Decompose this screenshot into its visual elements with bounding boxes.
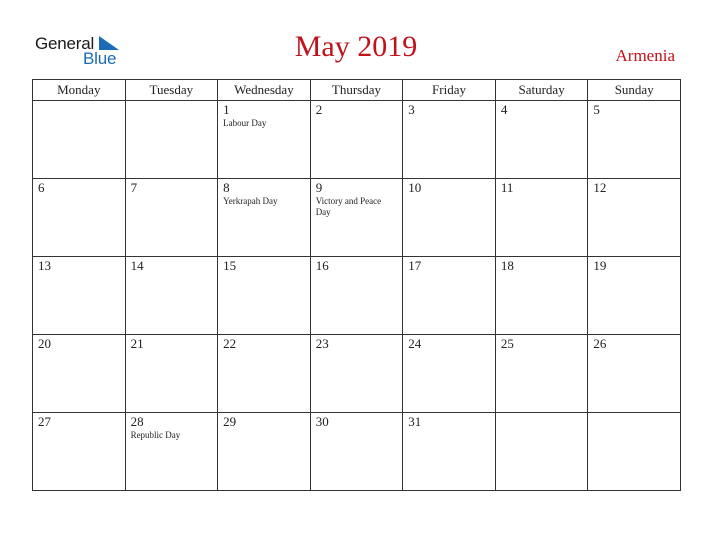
day-number: 16 — [315, 258, 329, 273]
week-row — [33, 413, 681, 491]
day-number: 12 — [593, 180, 607, 195]
day-cell — [495, 179, 588, 257]
weekday-header-row — [33, 80, 681, 101]
weekday-header: Sunday — [588, 80, 681, 101]
day-number: 29 — [223, 414, 237, 429]
day-number: 23 — [315, 336, 329, 351]
day-number: 14 — [130, 258, 144, 273]
day-cell — [218, 101, 311, 179]
day-number: 19 — [593, 258, 607, 273]
day-cell — [588, 101, 681, 179]
day-number: 30 — [315, 414, 329, 429]
day-cell — [403, 413, 496, 491]
day-cell — [403, 257, 496, 335]
day-cell — [218, 179, 311, 257]
weekday-header: Tuesday — [125, 80, 218, 101]
day-cell — [310, 413, 403, 491]
day-number: 22 — [223, 336, 237, 351]
day-cell — [218, 413, 311, 491]
day-number: 5 — [593, 102, 600, 117]
day-number: 31 — [408, 414, 422, 429]
day-cell — [403, 179, 496, 257]
day-number: 26 — [593, 336, 607, 351]
day-number: 13 — [38, 258, 51, 273]
day-number: 3 — [408, 102, 415, 117]
logo-word-blue: Blue — [83, 49, 117, 68]
day-number: 21 — [130, 336, 144, 351]
day-cell — [403, 101, 496, 179]
week-row — [33, 257, 681, 335]
day-cell — [310, 257, 403, 335]
weekday-header: Saturday — [495, 80, 588, 101]
day-cell — [33, 257, 126, 335]
day-number — [126, 101, 218, 103]
day-cell — [310, 101, 403, 179]
day-cell — [588, 179, 681, 257]
day-cell — [33, 413, 126, 491]
day-cell — [588, 257, 681, 335]
weekday-header: Wednesday — [218, 80, 311, 101]
day-cell — [125, 335, 218, 413]
weekday-header: Thursday — [310, 80, 403, 101]
weekday-header: Monday — [33, 80, 126, 101]
calendar-title: May 2019 — [294, 30, 418, 63]
week-row — [33, 335, 681, 413]
day-number: 6 — [38, 180, 45, 195]
day-number: 15 — [223, 258, 237, 273]
day-cell — [125, 257, 218, 335]
day-number: 9 — [315, 180, 323, 195]
day-number — [588, 413, 680, 415]
day-cell — [403, 335, 496, 413]
day-number: 28 — [130, 414, 144, 429]
day-number: 8 — [223, 180, 230, 195]
day-number: 10 — [408, 180, 422, 195]
day-cell — [588, 335, 681, 413]
day-number: 20 — [38, 336, 51, 351]
holiday-label: Republic Day — [130, 430, 181, 440]
day-number: 24 — [408, 336, 422, 351]
day-cell — [125, 413, 218, 491]
day-number: 18 — [500, 258, 514, 273]
day-number — [496, 413, 588, 415]
holiday-label: Labour Day — [223, 118, 267, 128]
calendar-grid — [32, 79, 681, 491]
week-row — [33, 101, 681, 179]
logo-word-general: General — [35, 34, 95, 53]
day-cell — [310, 179, 403, 257]
holiday-label: Yerkrapah Day — [223, 196, 278, 206]
weekday-header: Friday — [403, 80, 496, 101]
holiday-label: Victory and Peace Day — [315, 196, 382, 217]
day-cell — [495, 335, 588, 413]
day-number: 2 — [315, 102, 323, 117]
country-label: Armenia — [615, 46, 675, 65]
day-cell — [310, 335, 403, 413]
day-number: 1 — [223, 102, 230, 117]
day-cell — [33, 101, 126, 179]
day-cell — [218, 335, 311, 413]
day-cell — [495, 101, 588, 179]
day-number: 27 — [38, 414, 51, 429]
day-cell — [33, 335, 126, 413]
day-cell — [33, 179, 126, 257]
day-cell — [218, 257, 311, 335]
day-number: 7 — [130, 180, 138, 195]
day-number — [33, 101, 125, 103]
day-cell — [495, 413, 588, 491]
day-number: 25 — [500, 336, 514, 351]
day-number: 11 — [500, 180, 514, 195]
day-cell — [495, 257, 588, 335]
day-cell — [125, 179, 218, 257]
day-number: 17 — [408, 258, 422, 273]
day-cell — [588, 413, 681, 491]
week-row — [33, 179, 681, 257]
day-cell — [125, 101, 218, 179]
day-number: 4 — [500, 102, 508, 117]
